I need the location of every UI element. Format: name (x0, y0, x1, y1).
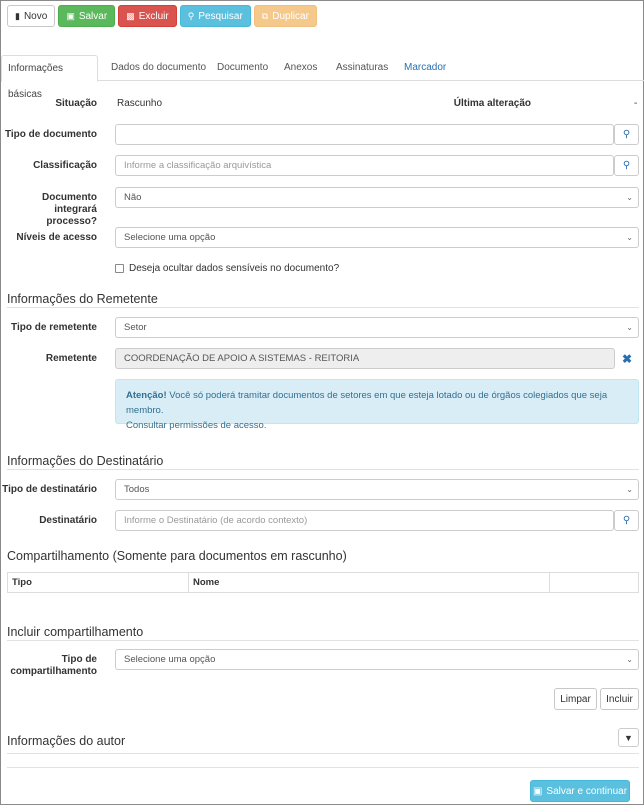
tab-assinaturas[interactable]: Assinaturas (336, 62, 389, 73)
column-header-tipo: Tipo (8, 573, 189, 592)
trash-icon: ▩ (126, 10, 135, 21)
file-icon: ▮ (15, 10, 20, 21)
close-icon: ✖ (621, 351, 633, 366)
access-alert (115, 379, 639, 431)
section-compartilhamento: Compartilhamento (Somente para documentos em rascunho) (7, 549, 347, 563)
section-remetente: Informações do Remetente (7, 292, 158, 306)
ocultar-dados-checkbox[interactable] (115, 264, 124, 273)
tipo-documento-input[interactable] (115, 124, 614, 145)
divider (7, 469, 639, 470)
alert-text: Você só poderá tramitar documentos de setores em que esteja lotado ou de órgãos colegiados que seja membro. (126, 390, 608, 416)
tipo-documento-search-button[interactable] (614, 124, 639, 145)
tipo-compartilhamento-select[interactable]: Selecione uma opção ⌄ (115, 649, 639, 670)
ultima-alteracao-value: - (634, 98, 638, 109)
classificacao-input[interactable]: Informe a classificação arquivística (115, 155, 614, 176)
column-header-actions (550, 573, 638, 592)
tab-documento[interactable]: Documento (217, 62, 269, 73)
tipo-destinatario-label: Tipo de destinatário (2, 484, 97, 495)
search-icon: ⚲ (622, 160, 631, 171)
chevron-down-icon: ▼ (624, 732, 633, 743)
remetente-label: Remetente (45, 353, 97, 364)
niveis-acesso-label: Níveis de acesso (16, 232, 97, 243)
remetente-field: COORDENAÇÃO DE APOIO A SISTEMAS - REITORIA (115, 348, 615, 369)
destinatario-input[interactable]: Informe o Destinatário (de acordo contexto) (115, 510, 614, 531)
chevron-down-icon: ⌄ (626, 193, 633, 202)
toolbar (7, 5, 317, 27)
tab-anexos[interactable]: Anexos (284, 62, 318, 73)
duplicar-button[interactable]: ⧉ Duplicar (254, 5, 317, 27)
ultima-alteracao-label: Última alteração (453, 98, 531, 109)
section-autor: Informações do autor (7, 734, 126, 748)
situacao-label: Situação (55, 98, 97, 109)
tipo-destinatario-select[interactable]: Todos ⌄ (115, 479, 639, 500)
pesquisar-button[interactable]: ⚲ Pesquisar (180, 5, 251, 27)
divider (7, 307, 639, 308)
tipo-compartilhamento-label: Tipo de compartilhamento (10, 654, 97, 677)
chevron-down-icon: ⌄ (626, 233, 633, 242)
chevron-down-icon: ⌄ (626, 655, 633, 664)
tipo-remetente-select[interactable]: Setor ⌄ (115, 317, 639, 338)
salvar-e-continuar-button[interactable]: ▣ Salvar e continuar (530, 780, 630, 802)
chevron-down-icon: ⌄ (626, 323, 633, 332)
niveis-acesso-select[interactable]: Selecione uma opção ⌄ (115, 227, 639, 248)
classificacao-search-button[interactable] (614, 155, 639, 176)
copy-icon: ⧉ (261, 10, 269, 21)
destinatario-search-button[interactable] (614, 510, 639, 531)
alert-strong: Atenção! (126, 390, 167, 401)
excluir-button[interactable]: ▩ Excluir (118, 5, 177, 27)
tab-dados-do-documento[interactable]: Dados do documento (111, 62, 207, 73)
clear-remetente-button[interactable] (615, 348, 639, 369)
integra-processo-select[interactable]: Não ⌄ (115, 187, 639, 208)
classificacao-label: Classificação (33, 160, 97, 171)
tab-marcador[interactable]: Marcador (404, 62, 447, 73)
compartilhamento-table (7, 572, 639, 593)
permissoes-link[interactable]: Consultar permissões de acesso. (126, 420, 267, 431)
tab-informacoes-basicas[interactable]: Informações básicas (1, 55, 98, 82)
destinatario-label: Destinatário (39, 515, 97, 526)
limpar-button[interactable]: Limpar (554, 688, 597, 710)
tipo-remetente-label: Tipo de remetente (11, 322, 97, 333)
search-icon: ⚲ (622, 515, 631, 526)
incluir-button[interactable]: Incluir (600, 688, 639, 710)
divider (7, 753, 639, 754)
ocultar-dados-label: Deseja ocultar dados sensíveis no documento? (129, 263, 340, 274)
tab-bar (1, 55, 644, 100)
search-icon: ⚲ (622, 129, 631, 140)
integra-processo-label: Documento integrará processo? (42, 192, 97, 227)
column-header-nome: Nome (189, 573, 550, 592)
floppy-icon: ▣ (532, 785, 543, 797)
salvar-button[interactable]: ▣ Salvar (58, 5, 115, 27)
search-icon: ⚲ (187, 10, 195, 21)
section-destinatario: Informações do Destinatário (7, 454, 164, 468)
divider (7, 640, 639, 641)
section-incluir-compartilhamento: Incluir compartilhamento (7, 625, 144, 639)
floppy-icon: ▣ (66, 10, 75, 21)
expand-autor-button[interactable] (618, 728, 639, 747)
situacao-value: Rascunho (117, 98, 163, 109)
novo-button[interactable]: ▮ Novo (7, 5, 55, 27)
chevron-down-icon: ⌄ (626, 485, 633, 494)
divider (7, 767, 639, 768)
tipo-documento-label: Tipo de documento (4, 129, 97, 140)
